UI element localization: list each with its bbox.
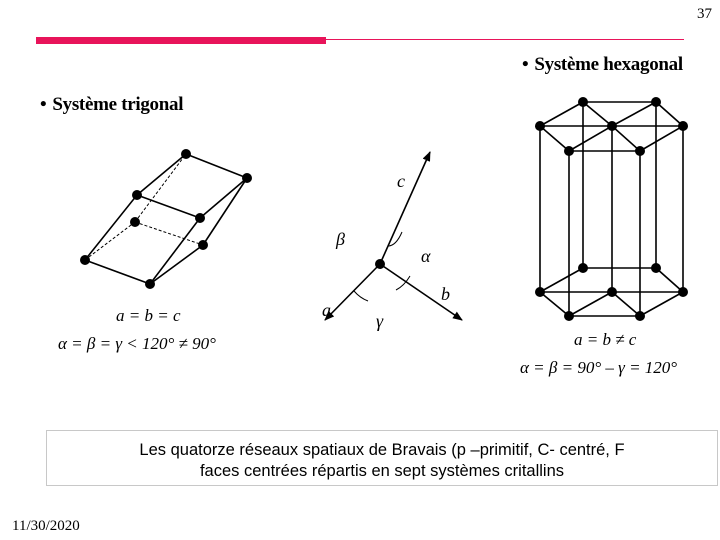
- atom: [564, 311, 574, 321]
- trigonal-hidden-edge: [135, 154, 186, 222]
- trigonal-edge: [85, 260, 150, 284]
- hex-bottom-edge: [540, 268, 583, 292]
- atom: [651, 97, 661, 107]
- hex-bottom-edge: [540, 292, 569, 316]
- footer-date: 11/30/2020: [12, 518, 80, 534]
- trigonal-lattice: [85, 154, 247, 284]
- atom: [578, 97, 588, 107]
- atom: [678, 121, 688, 131]
- atom: [195, 213, 205, 223]
- hexagonal-lattice: [540, 102, 683, 316]
- atom: [578, 263, 588, 273]
- trigonal-relation-angles: α = β = γ < 120° ≠ 90°: [58, 334, 216, 353]
- trigonal-edge: [137, 154, 186, 195]
- caption-box: [46, 430, 718, 486]
- atom: [535, 287, 545, 297]
- trigonal-edge: [85, 195, 137, 260]
- trigonal-relation-lengths: a = b = c: [116, 306, 181, 325]
- hexagonal-relation-angles: α = β = 90° – γ = 120°: [520, 358, 678, 377]
- atom: [198, 240, 208, 250]
- trigonal-edge: [203, 178, 247, 245]
- hexagonal-relation-lengths: a = b ≠ c: [574, 330, 637, 349]
- caption-line-2: faces centrées répartis en sept systèmes critallins: [199, 462, 565, 480]
- atom: [535, 121, 545, 131]
- trigonal-edge: [150, 245, 203, 284]
- hex-top-center-bond: [612, 126, 640, 151]
- a-axis-label: a: [322, 300, 331, 320]
- trigonal-edge: [137, 195, 200, 218]
- atom: [635, 311, 645, 321]
- trigonal-edge: [150, 218, 200, 284]
- hex-bottom-center-bond: [569, 292, 612, 316]
- atom: [564, 146, 574, 156]
- hex-top-edge: [640, 126, 683, 151]
- hex-bottom-edge: [656, 268, 683, 292]
- alpha-label: α: [421, 246, 431, 266]
- a-axis-arrow: [325, 264, 380, 320]
- trigonal-edge: [186, 154, 247, 178]
- hexagonal-heading-text: Système hexagonal: [534, 54, 683, 75]
- hex-top-edge: [540, 126, 569, 151]
- b-axis-label: b: [441, 284, 450, 304]
- hex-top-center-bond: [583, 102, 612, 126]
- hex-top-edge: [656, 102, 683, 126]
- atom: [242, 173, 252, 183]
- trigonal-heading-text: Système trigonal: [52, 94, 184, 115]
- atom: [678, 287, 688, 297]
- bullet-icon: •: [522, 54, 529, 75]
- origin-atom: [375, 259, 385, 269]
- beta-angle-arc: [388, 232, 402, 246]
- hex-top-center-bond: [612, 102, 656, 126]
- trigonal-hidden-edges: [85, 154, 203, 260]
- trigonal-hidden-edge: [135, 222, 203, 245]
- atom: [651, 263, 661, 273]
- bullet-icon: •: [40, 94, 47, 115]
- trigonal-edge: [200, 178, 247, 218]
- gamma-label: γ: [376, 311, 384, 331]
- hex-top-center-bond: [569, 126, 612, 151]
- atom: [181, 149, 191, 159]
- hex-bottom-center-bond: [612, 292, 640, 316]
- atom: [145, 279, 155, 289]
- gamma-angle-arc: [354, 291, 368, 301]
- atom: [607, 287, 617, 297]
- page-number: 37: [697, 6, 712, 22]
- beta-label: β: [336, 229, 345, 249]
- hex-top-edge: [540, 102, 583, 126]
- atom: [132, 190, 142, 200]
- caption-line-1: Les quatorze réseaux spatiaux de Bravais (p –primitif, C- centré, F: [139, 441, 625, 459]
- atom: [130, 217, 140, 227]
- atom: [607, 121, 617, 131]
- atom: [80, 255, 90, 265]
- atom: [635, 146, 645, 156]
- c-axis-label: c: [397, 171, 405, 191]
- hex-bottom-edge: [640, 292, 683, 316]
